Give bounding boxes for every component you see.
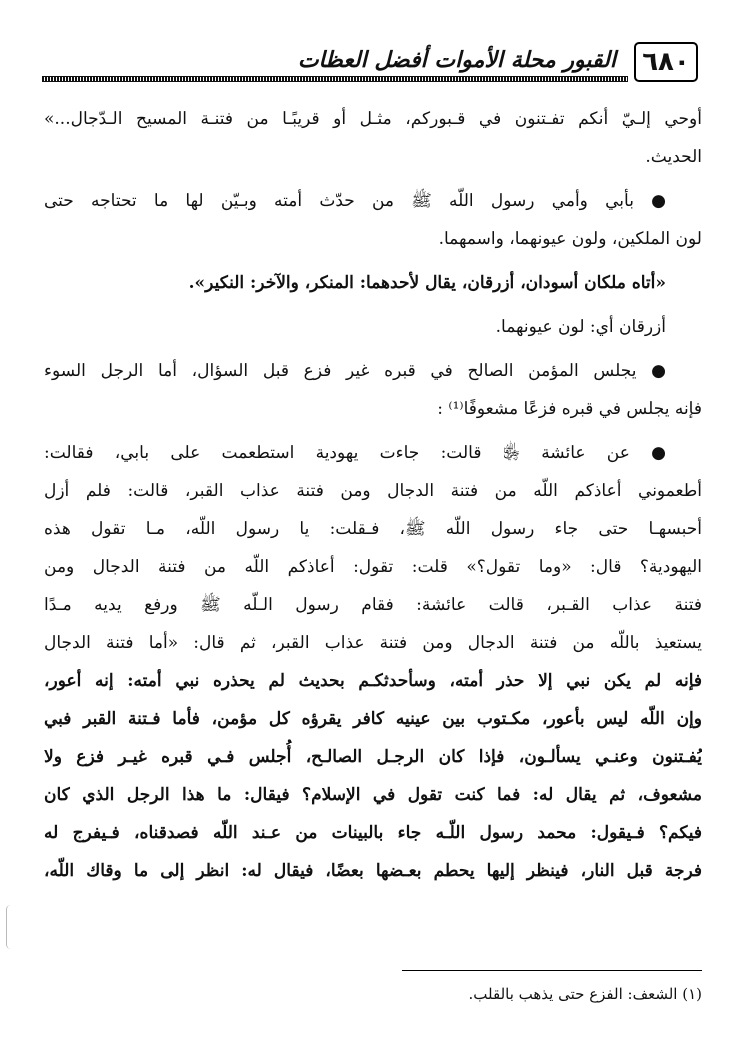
running-title: القبور محلة الأموات أفضل العظات <box>297 48 616 73</box>
page-header <box>42 40 698 86</box>
text-line: يستعيذ باللّه من فتنة الدجال ومن فتنة عذاب القبر، ثم قال: «أما فتنة الدجال <box>44 633 702 653</box>
text-line: لون الملكين، ولون عيونهما، واسمهما. <box>438 229 702 249</box>
quote-line: فإنه لم يكن نبي إلا حذر أمته، وسأحدثكـم بحديث لم يحذره نبي أمته: إنه أعور، <box>44 671 702 691</box>
text-line: أطعموني أعاذكم اللّه من فتنة الدجال ومن فتنة عذاب القبر، قالت: فلم أزل <box>44 481 702 501</box>
text-line: اليهودية؟ قال: «وما تقول؟» قلت: تقول: أعاذكم اللّه من فتنة الدجال ومن <box>44 557 702 577</box>
header-rule <box>42 76 628 82</box>
text-line: فإنه يجلس في قبره فزعًا مشعوفًا⁽¹⁾ : <box>437 399 702 419</box>
body-text <box>44 100 702 890</box>
text-line: الحديث. <box>645 147 702 167</box>
text-line: أزرقان أي: لون عيونهما. <box>495 317 666 337</box>
quote-line: «أتاه ملكان أسودان، أزرقان، يقال لأحدهما: المنكر، والآخر: النكير». <box>188 273 666 293</box>
quote-line: مشعوف، ثم يقال له: فما كنت تقول في الإسلام؟ فيقال: ما هذا الرجل الذي كان <box>44 785 702 805</box>
text-line: أحبسهـا حتى جاء رسول اللّه ﷺ، فـقلت: يا رسول اللّه، مـا تقول هذه <box>44 519 702 539</box>
footnote: (١) الشعف: الفزع حتى يذهب بالقلب. <box>468 985 702 1003</box>
text-line: أوحي إلـيّ أنكم تفـتنون في قـبوركم، مثـل أو قريبًـا من فتنـة المسيح الـدّجال...» <box>44 109 702 129</box>
text-line: فتنة عذاب القـبر، قالت عائشة: فقام رسول الـلّه ﷺ ورفع يديه مـدًا <box>44 595 702 615</box>
text-line: ● عن عائشة ﵂ قالت: جاءت يهودية استطعمت على بابي، فقالت: <box>44 443 666 463</box>
text-line: ● بأبي وأمي رسول اللّه ﷺ من حدّث أمته وبـيّن لها ما تحتاجه حتى <box>44 191 666 211</box>
scan-edge-mark <box>6 905 15 949</box>
quote-line: فيكم؟ فـيقول: محمد رسول اللّـه جاء بالبينات من عـند اللّه فصدقناه، فـيفرج له <box>44 823 702 843</box>
text-line: ● يجلس المؤمن الصالح في قبره غير فزع قبل السؤال، أما الرجل السوء <box>44 361 666 381</box>
page-number: ٦٨٠ <box>634 42 698 82</box>
quote-line: فرجة قبل النار، فينظر إليها يحطم بعـضها بعضًا، فيقال له: انظر إلى ما وقاك اللّه، <box>44 861 702 881</box>
footnote-rule <box>402 970 702 971</box>
quote-line: وإن اللّه ليس بأعور، مكـتوب بين عينيه كافر يقرؤه كل مؤمن، فأما فـتنة القبر فبي <box>44 709 702 729</box>
quote-line: يُفـتنون وعنـي يسألـون، فإذا كان الرجـل الصالـح، أُجلس فـي قبره غيـر فزع ولا <box>44 747 702 767</box>
